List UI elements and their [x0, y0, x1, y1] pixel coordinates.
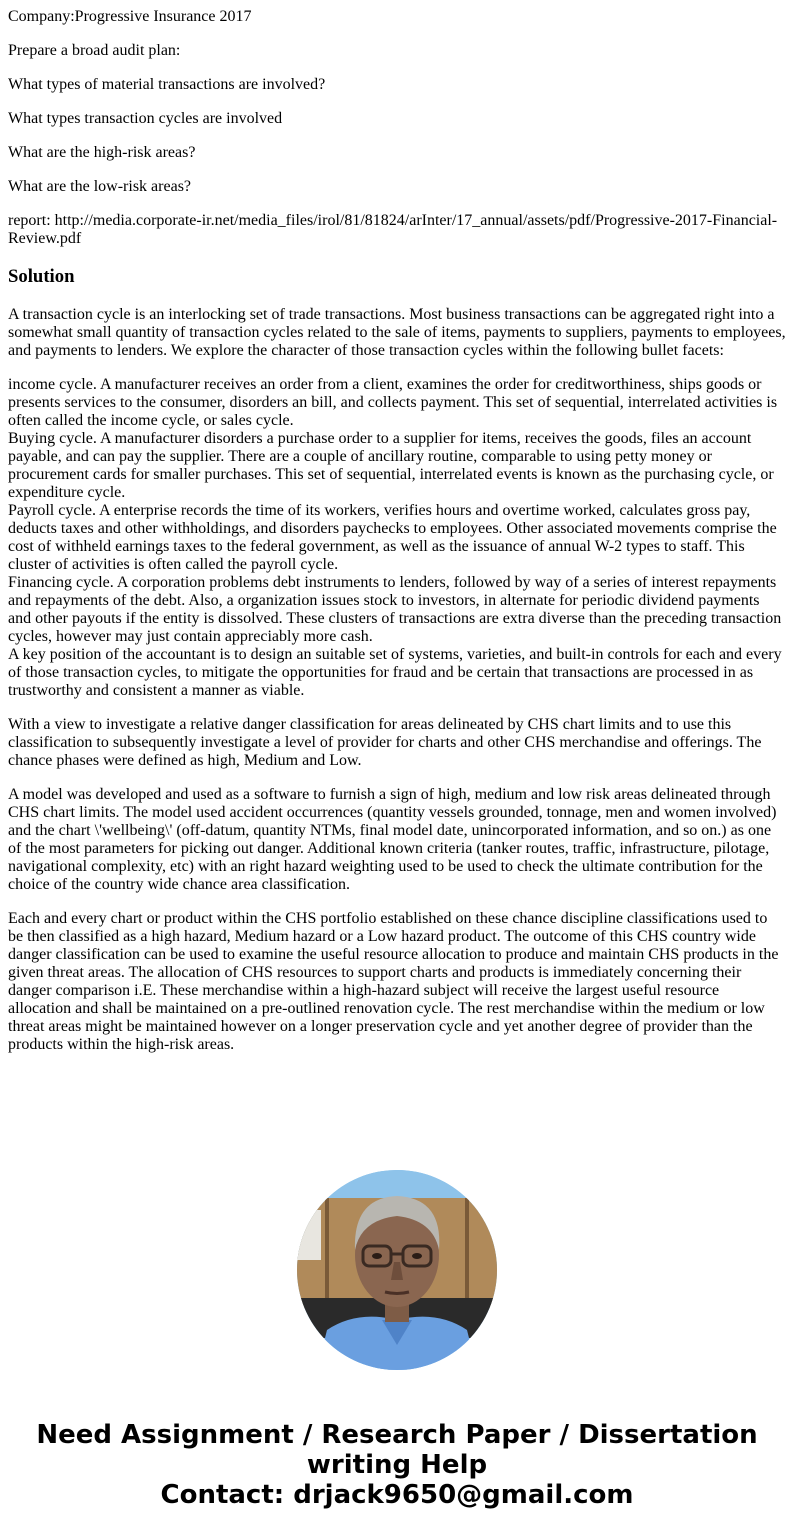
- question-item: What types transaction cycles are involved: [8, 110, 283, 127]
- cycle-list: [8, 376, 786, 700]
- prompt-line: Prepare a broad audit plan:: [8, 42, 181, 59]
- banner-line-2: writing Help: [306, 1450, 488, 1480]
- banner-contact-email: Contact: drjack9650@gmail.com: [160, 1480, 634, 1510]
- avatar: [297, 1170, 497, 1370]
- accountant-role: A key position of the accountant is to design an suitable set of systems, varieties, and built-in controls for each and every of those transaction cycles, to mitigate the opportunities for fraud and be certain that transactions are processed in as trustworthy and consistent a manner as viable.: [8, 646, 782, 699]
- solution-paragraph: A model was developed and used as a software to furnish a sign of high, medium and low risk areas delineated through CHS chart limits. The model used accident occurrences (quantity vessels grounded, tonnage, men and women involved) and the chart \'wellbeing\' (off-datum, quantity NTMs, final model date, unincorporated information, and so on.) as one of the most parameters for picking out danger. Additional known criteria (tanker routes, traffic, infrastructure, pilotage, navigational complexity, etc) with an right hazard weighting used to be used to check the ultimate contribution for the choice of the country wide chance area classification.: [8, 786, 777, 893]
- document-body: [0, 8, 794, 1054]
- cycle-item-payroll: Payroll cycle. A enterprise records the time of its workers, verifies hours and overtime worked, calculates gross pay, deducts taxes and other withholdings, and disorders paychecks to employees. Other associated movements comprise the cost of withheld earnings taxes to the federal government, as well as the issuance of annual W-2 types to staff. This cluster of activities is often called the payroll cycle.: [8, 502, 777, 573]
- avatar-container: [0, 1170, 794, 1370]
- solution-heading: Solution: [8, 266, 75, 287]
- spacer: [0, 1070, 794, 1170]
- cycle-item-buying: Buying cycle. A manufacturer disorders a purchase order to a supplier for items, receives the goods, files an account payable, and can pay the supplier. There are a couple of ancillary routine, comparable to using petty money or procurement cards for smaller purchases. This set of sequential, interrelated events is known as the purchasing cycle, or expenditure cycle.: [8, 430, 774, 501]
- question-item: What types of material transactions are involved?: [8, 76, 326, 93]
- solution-paragraph: With a view to investigate a relative danger classification for areas delineated by CHS chart limits and to use this classification to subsequently investigate a level of provider for charts and other CHS merchandise and offerings. The chance phases were defined as high, Medium and Low.: [8, 716, 762, 769]
- question-item: What are the low-risk areas?: [8, 178, 192, 195]
- report-link-line: report: http://media.corporate-ir.net/media_files/irol/81/81824/arInter/17_annual/assets/pdf/Progressive-2017-Financial-Review.pdf: [8, 212, 778, 247]
- person-photo-icon: [297, 1170, 497, 1370]
- banner-line-1: Need Assignment / Research Paper / Dissertation: [36, 1420, 758, 1450]
- contact-banner: [0, 1420, 794, 1530]
- solution-paragraph: Each and every chart or product within the CHS portfolio established on these chance discipline classifications used to be then classified as a high hazard, Medium hazard or a Low hazard product. The outcome of this CHS country wide danger classification can be used to examine the useful resource allocation to produce and maintain CHS products in the given threat areas. The allocation of CHS resources to support charts and products is immediately concerning their danger comparison i.E. These merchandise within a high-hazard subject will receive the largest useful resource allocation and shall be maintained on a pre-outlined renovation cycle. The rest merchandise within the medium or low threat areas might be maintained however on a longer preservation cycle and yet another degree of provider than the products within the high-risk areas.: [8, 910, 779, 1053]
- cycle-item-financing: Financing cycle. A corporation problems debt instruments to lenders, followed by way of a series of interest repayments and repayments of the debt. Also, a organization issues stock to investors, in alternate for periodic dividend payments and other payouts if the entity is dissolved. These clusters of transactions are extra diverse than the preceding transaction cycles, however may just contain appreciably more cash.: [8, 574, 782, 645]
- solution-intro: A transaction cycle is an interlocking set of trade transactions. Most business transactions can be aggregated right into a somewhat small quantity of transaction cycles related to the sale of items, payments to suppliers, payments to employees, and payments to lenders. We explore the character of those transaction cycles within the following bullet facets:: [8, 306, 786, 359]
- company-line: Company:Progressive Insurance 2017: [8, 8, 252, 25]
- cycle-item-income: income cycle. A manufacturer receives an order from a client, examines the order for creditworthiness, ships goods or presents services to the consumer, disorders an bill, and collects payment. This set of sequential, interrelated activities is often called the income cycle, or sales cycle.: [8, 376, 778, 429]
- question-item: What are the high-risk areas?: [8, 144, 196, 161]
